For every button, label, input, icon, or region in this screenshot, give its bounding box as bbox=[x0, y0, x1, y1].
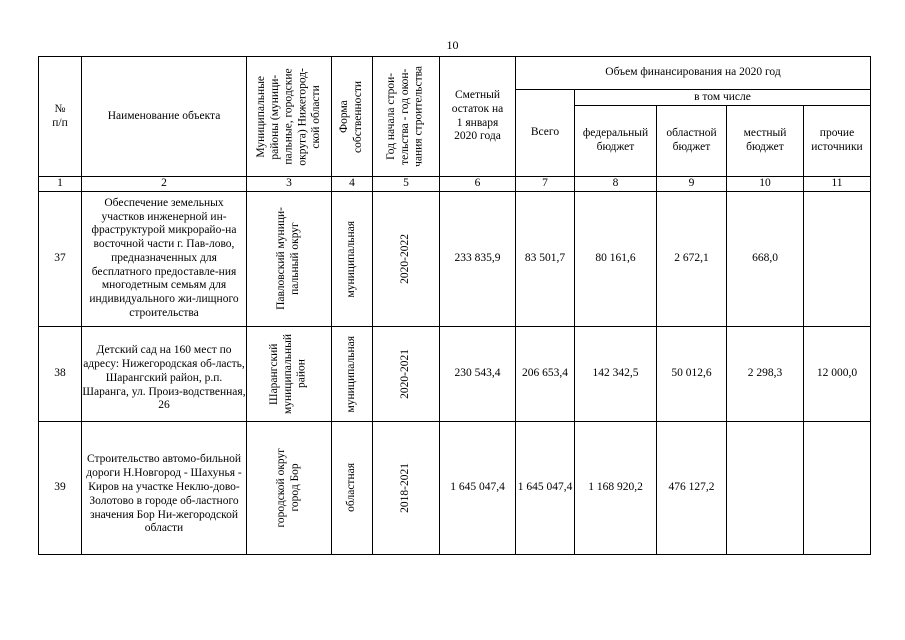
header-years bbox=[373, 57, 440, 177]
financing-table bbox=[38, 56, 871, 555]
header-local-line: бюджет bbox=[746, 141, 784, 153]
row-local bbox=[727, 421, 804, 554]
header-municipality-line: ской области bbox=[309, 84, 322, 149]
row-municipality bbox=[247, 191, 332, 326]
page-number: 10 bbox=[446, 38, 459, 52]
row-total: 83 501,7 bbox=[516, 191, 575, 326]
row-ownership-text: областная bbox=[345, 463, 358, 513]
header-local-line: местный bbox=[743, 127, 787, 140]
row-name: Детский сад на 160 мест по адресу: Нижегородская об-ласть, Шарангский район, р.п. Шаранга, ул. Произ-водственная, 26 bbox=[82, 326, 247, 421]
row-total: 206 653,4 bbox=[516, 326, 575, 421]
header-other-line: прочие bbox=[819, 127, 855, 140]
row-years-text: 2018-2021 bbox=[399, 462, 412, 513]
header-num bbox=[39, 57, 82, 177]
row-name: Строительство автомо-бильной дороги Н.Новгород - Шахунья - Киров на участке Неклю-дово-Золотово в городе об-ластного значения Бор Ни-жегородской области bbox=[82, 421, 247, 554]
row-municipality-line: Павловский муници- bbox=[275, 207, 288, 311]
header-regional bbox=[657, 106, 727, 177]
column-number: 4 bbox=[332, 177, 373, 192]
row-num: 37 bbox=[39, 191, 82, 326]
row-ownership bbox=[332, 421, 373, 554]
header-ownership bbox=[332, 57, 373, 177]
header-municipality-line: пальные, городские bbox=[282, 68, 295, 165]
header-other bbox=[804, 106, 871, 177]
row-num: 38 bbox=[39, 326, 82, 421]
column-number: 8 bbox=[575, 177, 657, 192]
row-ownership bbox=[332, 326, 373, 421]
row-municipality bbox=[247, 421, 332, 554]
row-years-text: 2020-2022 bbox=[399, 233, 412, 284]
header-regional-line: бюджет bbox=[672, 141, 711, 153]
column-number: 1 bbox=[39, 177, 82, 192]
row-estimate: 230 543,4 bbox=[440, 326, 516, 421]
header-including: в том числе bbox=[575, 90, 871, 106]
row-ownership-text: муниципальная bbox=[345, 220, 358, 298]
row-num: 39 bbox=[39, 421, 82, 554]
column-number: 2 bbox=[82, 177, 247, 192]
row-municipality-line: Шарангский bbox=[268, 343, 281, 405]
row-municipality-line: городской округ bbox=[275, 448, 288, 528]
column-number: 11 bbox=[804, 177, 871, 192]
header-estimate-line: 2020 года bbox=[454, 130, 501, 143]
row-years-text: 2020-2021 bbox=[399, 348, 412, 399]
header-municipality-line: районы (муници- bbox=[268, 74, 281, 159]
row-years bbox=[373, 191, 440, 326]
row-regional: 2 672,1 bbox=[657, 191, 727, 326]
row-regional: 50 012,6 bbox=[657, 326, 727, 421]
row-ownership-text: муниципальная bbox=[345, 335, 358, 413]
row-local: 2 298,3 bbox=[727, 326, 804, 421]
header-estimate-line: остаток на bbox=[451, 102, 504, 115]
header-federal-line: бюджет bbox=[596, 141, 635, 153]
row-name: Обеспечение земельных участков инженерной ин-фраструктурой микрорайо-на восточной части г. Пав-лово, предназначенных для бесплатного предоставле-ния многодетным семьям для индивидуального жи-лищного строительства bbox=[82, 191, 247, 326]
header-municipality-line: Муниципальные bbox=[254, 75, 267, 158]
row-total: 1 645 047,4 bbox=[516, 421, 575, 554]
row-municipality-line: город Бор bbox=[289, 463, 301, 512]
row-estimate: 1 645 047,4 bbox=[440, 421, 516, 554]
row-federal: 1 168 920,2 bbox=[575, 421, 657, 554]
header-local bbox=[727, 106, 804, 177]
row-other bbox=[804, 421, 871, 554]
table-row bbox=[39, 191, 871, 326]
row-local: 668,0 bbox=[727, 191, 804, 326]
column-number: 7 bbox=[516, 177, 575, 192]
column-number: 3 bbox=[247, 177, 332, 192]
row-years bbox=[373, 421, 440, 554]
row-other: 12 000,0 bbox=[804, 326, 871, 421]
header-other-line: источники bbox=[811, 141, 863, 153]
header-name: Наименование объекта bbox=[82, 57, 247, 177]
header-ownership-line: Форма bbox=[338, 100, 351, 133]
header-federal-line: федеральный bbox=[582, 127, 649, 140]
column-number: 10 bbox=[727, 177, 804, 192]
row-regional: 476 127,2 bbox=[657, 421, 727, 554]
header-total: Всего bbox=[516, 90, 575, 177]
header-estimate-line: Сметный bbox=[454, 88, 501, 101]
row-years bbox=[373, 326, 440, 421]
row-municipality-line: муниципальный bbox=[282, 333, 295, 414]
header-years-line: тельства - год окон- bbox=[399, 68, 412, 165]
header-regional-line: областной bbox=[666, 127, 717, 140]
header-municipality bbox=[247, 57, 332, 177]
column-numbers-row bbox=[39, 177, 871, 192]
row-ownership bbox=[332, 191, 373, 326]
header-financing-title: Объем финансирования на 2020 год bbox=[516, 57, 871, 90]
header-num-line2: п/п bbox=[52, 116, 68, 129]
header-ownership-line: собственности bbox=[352, 80, 364, 153]
header-federal bbox=[575, 106, 657, 177]
header-estimate bbox=[440, 57, 516, 177]
header-estimate-line: 1 января bbox=[456, 116, 499, 129]
table-row bbox=[39, 421, 871, 554]
row-federal: 142 342,5 bbox=[575, 326, 657, 421]
column-number: 9 bbox=[657, 177, 727, 192]
header-years-line: чания строительства bbox=[412, 66, 425, 167]
header-num-line1: № bbox=[54, 102, 66, 115]
row-estimate: 233 835,9 bbox=[440, 191, 516, 326]
table-row bbox=[39, 326, 871, 421]
column-number: 6 bbox=[440, 177, 516, 192]
header-years-line: Год начала строи- bbox=[385, 72, 398, 161]
row-municipality-line: район bbox=[295, 359, 308, 389]
row-other bbox=[804, 191, 871, 326]
row-federal: 80 161,6 bbox=[575, 191, 657, 326]
header-municipality-line: округа) Нижегород- bbox=[295, 67, 308, 166]
column-number: 5 bbox=[373, 177, 440, 192]
row-municipality bbox=[247, 326, 332, 421]
row-municipality-line: пальный округ bbox=[289, 222, 301, 296]
